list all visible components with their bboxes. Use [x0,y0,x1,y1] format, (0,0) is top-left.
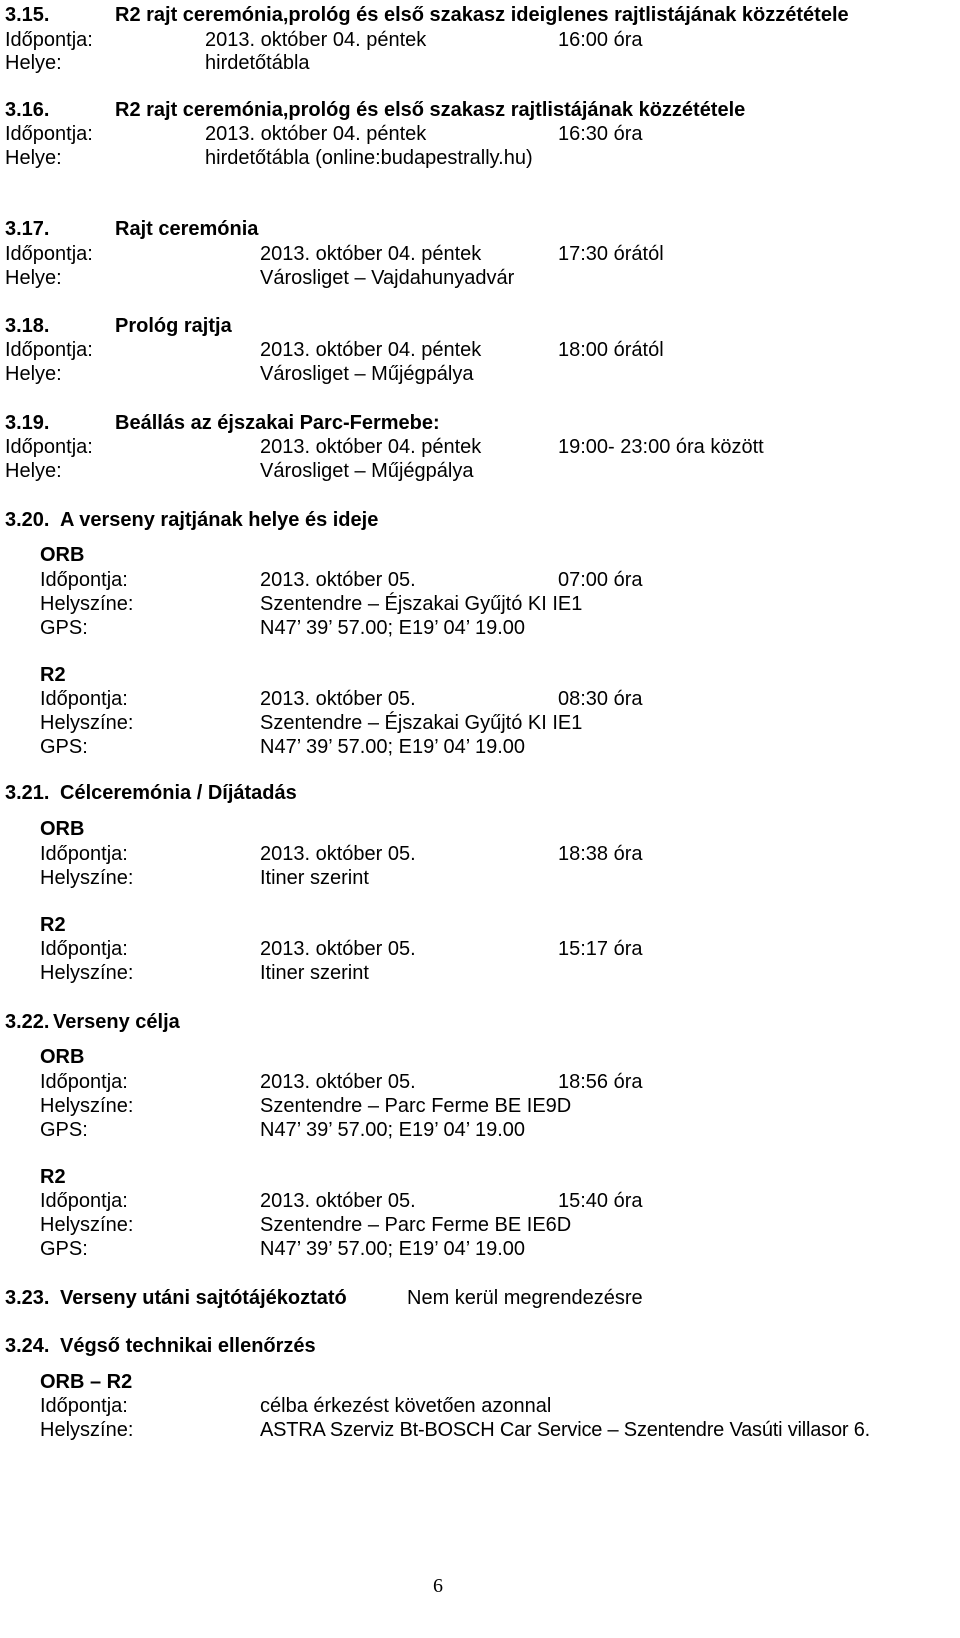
section-number: 3.15. [5,4,50,26]
date-value: 2013. október 04. péntek [260,436,482,458]
section-number: 3.23. [5,1287,50,1309]
time-value: célba érkezést követően azonnal [260,1395,552,1417]
time-value: 15:40 óra [558,1190,643,1212]
gps-value: N47’ 39’ 57.00; E19’ 04’ 19.00 [260,736,526,758]
place-label: Helyszíne: [40,867,134,889]
place-value: Itiner szerint [260,867,369,889]
place-value: Városliget – Vajdahunyadvár [260,267,515,289]
group-label-orb: ORB [40,1046,85,1068]
place-label: Helye: [5,363,62,385]
place-label: Helye: [5,147,62,169]
section-number: 3.21. [5,782,50,804]
date-value: 2013. október 05. [260,1190,416,1212]
gps-value: N47’ 39’ 57.00; E19’ 04’ 19.00 [260,1119,526,1141]
section-value: Nem kerül megrendezésre [407,1287,643,1309]
place-label: Helyszíne: [40,962,134,984]
section-title: Verseny célja [53,1011,180,1033]
time-label: Időpontja: [40,1071,128,1093]
place-label: Helyszíne: [40,712,134,734]
time-label: Időpontja: [5,29,93,51]
date-value: 2013. október 05. [260,1071,416,1093]
place-label: Helye: [5,460,62,482]
time-value: 19:00- 23:00 óra között [558,436,764,458]
gps-label: GPS: [40,1119,88,1141]
date-value: 2013. október 04. péntek [205,29,427,51]
section-number: 3.18. [5,315,50,337]
group-label-orb: ORB [40,818,85,840]
section-number: 3.22. [5,1011,50,1033]
group-label-orb: ORB [40,544,85,566]
gps-label: GPS: [40,736,88,758]
time-label: Időpontja: [5,123,93,145]
time-value: 08:30 óra [558,688,643,710]
time-label: Időpontja: [5,243,93,265]
place-value: hirdetőtábla (online:budapestrally.hu) [205,147,533,169]
time-value: 18:56 óra [558,1071,643,1093]
place-value: Szentendre – Parc Ferme BE IE9D [260,1095,572,1117]
section-number: 3.16. [5,99,50,121]
time-label: Időpontja: [40,1395,128,1417]
date-value: 2013. október 05. [260,688,416,710]
group-label-r2: R2 [40,664,66,686]
date-value: 2013. október 04. péntek [205,123,427,145]
time-label: Időpontja: [5,436,93,458]
page-number: 6 [433,1575,443,1597]
place-value: Városliget – Műjégpálya [260,460,474,482]
place-label: Helye: [5,267,62,289]
time-value: 16:30 óra [558,123,643,145]
time-value: 17:30 órától [558,243,664,265]
place-label: Helyszíne: [40,1214,134,1236]
place-value: Szentendre – Parc Ferme BE IE6D [260,1214,572,1236]
section-title: Rajt ceremónia [115,218,259,240]
place-label: Helyszíne: [40,1419,134,1441]
place-label: Helyszíne: [40,1095,134,1117]
time-label: Időpontja: [40,688,128,710]
gps-value: N47’ 39’ 57.00; E19’ 04’ 19.00 [260,1238,526,1260]
place-value: Szentendre – Éjszakai Gyűjtó KI IE1 [260,712,583,734]
group-label-r2: R2 [40,1166,66,1188]
place-value: Szentendre – Éjszakai Gyűjtó KI IE1 [260,593,583,615]
time-value: 18:00 órától [558,339,664,361]
place-value: ASTRA Szerviz Bt-BOSCH Car Service – Szentendre Vasúti villasor 6. [260,1419,870,1441]
place-value: Itiner szerint [260,962,369,984]
gps-label: GPS: [40,1238,88,1260]
time-label: Időpontja: [40,1190,128,1212]
place-label: Helyszíne: [40,593,134,615]
section-title: Beállás az éjszakai Parc-Fermebe: [115,412,440,434]
section-number: 3.19. [5,412,50,434]
date-value: 2013. október 04. péntek [260,339,482,361]
time-label: Időpontja: [40,569,128,591]
group-label-r2: R2 [40,914,66,936]
place-value: hirdetőtábla [205,52,310,74]
time-label: Időpontja: [40,938,128,960]
section-title: A verseny rajtjának helye és ideje [60,509,379,531]
time-value: 07:00 óra [558,569,643,591]
time-value: 16:00 óra [558,29,643,51]
section-title: Prológ rajtja [115,315,232,337]
date-value: 2013. október 05. [260,938,416,960]
gps-label: GPS: [40,617,88,639]
place-label: Helye: [5,52,62,74]
section-number: 3.20. [5,509,50,531]
section-number: 3.24. [5,1335,50,1357]
group-label-orb-r2: ORB – R2 [40,1371,133,1393]
gps-value: N47’ 39’ 57.00; E19’ 04’ 19.00 [260,617,526,639]
section-title: Végső technikai ellenőrzés [60,1335,316,1357]
section-title: R2 rajt ceremónia,prológ és első szakasz rajtlistájának közzététele [115,99,746,121]
place-value: Városliget – Műjégpálya [260,363,474,385]
time-label: Időpontja: [40,843,128,865]
time-label: Időpontja: [5,339,93,361]
date-value: 2013. október 05. [260,569,416,591]
section-number: 3.17. [5,218,50,240]
section-title: R2 rajt ceremónia,prológ és első szakasz ideiglenes rajtlistájának közzététele [115,4,849,26]
date-value: 2013. október 05. [260,843,416,865]
section-title: Verseny utáni sajtótájékoztató [60,1287,347,1309]
section-title: Célceremónia / Díjátadás [60,782,297,804]
time-value: 18:38 óra [558,843,643,865]
time-value: 15:17 óra [558,938,643,960]
date-value: 2013. október 04. péntek [260,243,482,265]
